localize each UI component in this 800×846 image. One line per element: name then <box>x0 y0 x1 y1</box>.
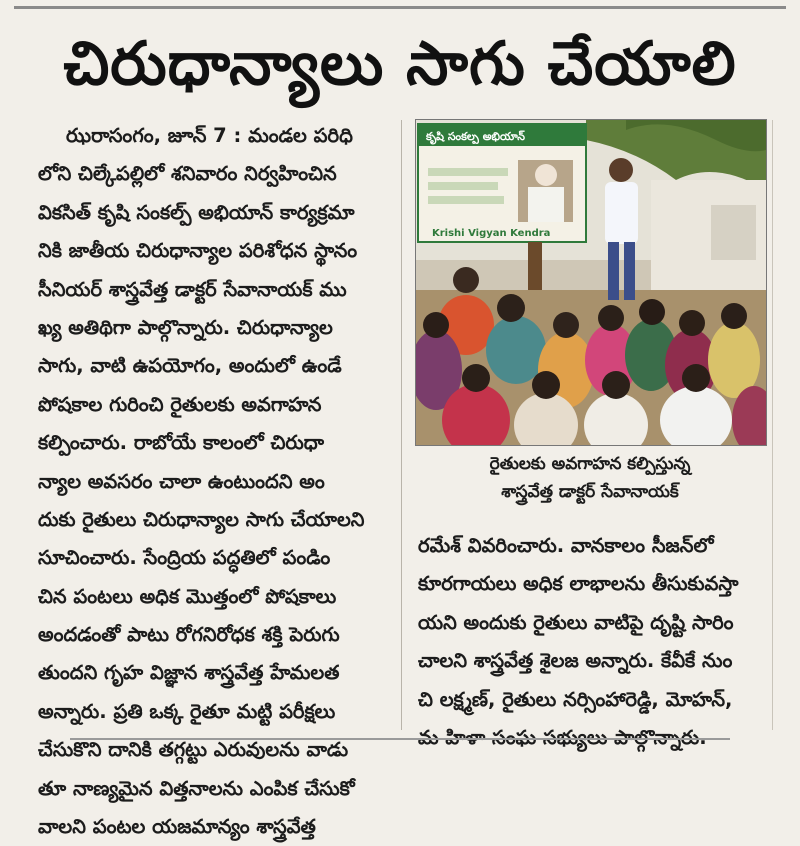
column-divider <box>401 120 402 730</box>
article-line: ఝరాసంగం, జూన్ 7 : మండల పరిధి <box>66 124 353 147</box>
article-line: నికి జాతీయ చిరుధాన్యాల పరిశోధన స్థానం <box>38 239 358 263</box>
article-line: వికసిత్ కృషి సంకల్ప్ అభియాన్ కార్యక్రమా <box>38 200 355 224</box>
article-line: సాగు, వాటి ఉపయోగం, అందులో ఉండే <box>38 354 342 378</box>
article-line: న్యాల అవసరం చాలా ఉంటుందని అం <box>38 469 325 493</box>
right-column <box>418 527 768 757</box>
article-line: యని అందుకు రైతులు వాటిపై దృష్టి సారిం <box>418 610 734 634</box>
banner-kvk: Krishi Vigyan Kendra <box>432 228 551 239</box>
caption-line-1: రైతులకు అవగాహన కల్పిస్తున్న <box>489 454 691 474</box>
article-line: సూచించారు. సేంద్రియ పద్ధతిలో పండిం <box>38 546 331 570</box>
right-border <box>772 120 773 730</box>
article-line: చిన పంటలు అధిక మొత్తంలో పోషకాలు <box>38 584 337 608</box>
article-line: తుందని గృహ విజ్ఞాన శాస్త్రవేత్త హేమలత <box>38 661 340 685</box>
bottom-rule <box>70 738 730 740</box>
article-line: అన్నారు. ప్రతి ఒక్క రైతూ మట్టి పరీక్షలు <box>38 699 336 723</box>
article-line: సీనియర్ శాస్త్రవేత్త డాక్టర్ సేవానాయక్ ము <box>38 277 347 301</box>
article-line: చేసుకొని దానికి తగ్గట్టు ఎరువులను వాడు <box>38 738 349 762</box>
article-line: అందడంతో పాటు రోగనిరోధక శక్తి పెరుగు <box>38 623 340 647</box>
article-line: తూ నాణ్యమైన విత్తనాలను ఎంపిక చేసుకో <box>38 776 355 800</box>
article-line: చి లక్ష్మణ్, రైతులు నర్సింహారెడ్డి, మోహన్, <box>418 687 733 711</box>
banner-title: కృషి సంకల్ప అభియాన్ <box>426 130 526 143</box>
article-line: దుకు రైతులు చిరుధాన్యాల సాగు చేయాలని <box>38 507 365 531</box>
article-line: మ హిళా సంఘ సభ్యులు పాల్గొన్నారు. <box>418 725 707 749</box>
article-line: వాలని పంటల యజమాన్యం శాస్త్రవేత్త <box>38 815 316 839</box>
caption-line-2: శాస్త్రవేత్త డాక్టర్ సేవానాయక్ <box>501 482 679 502</box>
article-line: ఖ్య అతిథిగా పాల్గొన్నారు. చిరుధాన్యాల <box>38 315 333 339</box>
article-line: కల్పించారు. రాబోయే కాలంలో చిరుధా <box>38 431 325 455</box>
news-photo <box>415 119 767 446</box>
article-line: పోషకాల గురించి రైతులకు అవగాహన <box>38 392 322 416</box>
headline: చిరుధాన్యాలు సాగు చేయాలి <box>63 29 737 99</box>
article-line: చాలని శాస్త్రవేత్త శైలజ అన్నారు. కేవీకే నుం <box>418 649 733 673</box>
photo-illustration <box>416 120 766 445</box>
article-line: కూరగాయలు అధిక లాభాలను తీసుకువస్తా <box>418 572 739 596</box>
left-column <box>38 117 394 846</box>
article-line: లోని చిల్కేపల్లిలో శనివారం నిర్వహించిన <box>38 162 337 186</box>
photo-caption <box>415 450 765 506</box>
top-rule <box>14 6 786 9</box>
article-line: రమేశ్ వివరించారు. వానకాలం సీజన్‌లో <box>418 534 714 557</box>
